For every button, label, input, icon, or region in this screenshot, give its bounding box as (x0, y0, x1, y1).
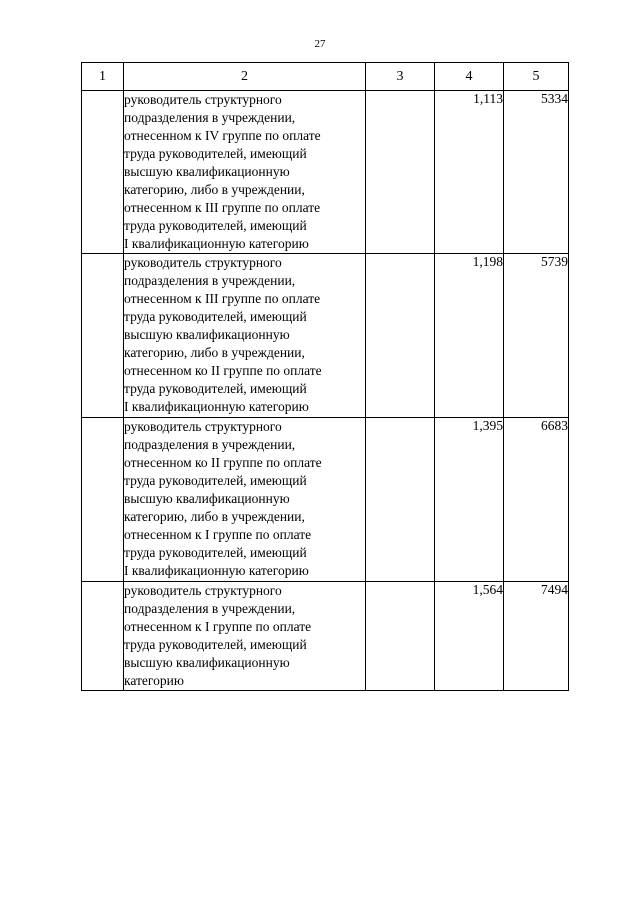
salary-cell: 7494 (504, 582, 569, 691)
description-line: высшую квалификационную (124, 164, 290, 179)
description-line: отнесенном ко II группе по оплате (124, 455, 322, 470)
description-line: руководитель структурного (124, 255, 282, 270)
table-header-row (82, 63, 569, 91)
salary-table (81, 62, 569, 691)
header-col-3: 3 (366, 63, 435, 91)
description-line: категорию, либо в учреждении, (124, 345, 305, 360)
description-line: труда руководителей, имеющий (124, 218, 307, 233)
salary-cell: 5334 (504, 91, 569, 254)
description-line: высшую квалификационную (124, 655, 290, 670)
header-col-4: 4 (435, 63, 504, 91)
position-description (124, 254, 366, 418)
header-col-5: 5 (504, 63, 569, 91)
coefficient-cell: 1,113 (435, 91, 504, 254)
description-line: отнесенном к I группе по оплате (124, 619, 312, 634)
description-line: высшую квалификационную (124, 327, 290, 342)
empty-cell (366, 582, 435, 691)
position-description (124, 418, 366, 582)
salary-cell: 5739 (504, 254, 569, 418)
description-line: отнесенном к III группе по оплате (124, 200, 321, 215)
empty-cell (366, 254, 435, 418)
description-line: отнесенном к I группе по оплате (124, 527, 312, 542)
description-line: отнесенном к IV группе по оплате (124, 128, 321, 143)
description-line: труда руководителей, имеющий (124, 309, 307, 324)
salary-cell: 6683 (504, 418, 569, 582)
position-description (124, 91, 366, 254)
description-line: труда руководителей, имеющий (124, 637, 307, 652)
description-line: подразделения в учреждении, (124, 437, 296, 452)
row-number-cell (82, 254, 124, 418)
description-line: труда руководителей, имеющий (124, 381, 307, 396)
description-line: труда руководителей, имеющий (124, 473, 307, 488)
description-line: подразделения в учреждении, (124, 601, 296, 616)
description-line: руководитель структурного (124, 419, 282, 434)
table-row (82, 582, 569, 691)
table-row (82, 91, 569, 254)
description-line: I квалификационную категорию (124, 563, 309, 578)
position-description (124, 582, 366, 691)
header-col-2: 2 (124, 63, 366, 91)
coefficient-cell: 1,198 (435, 254, 504, 418)
description-line: отнесенном к III группе по оплате (124, 291, 321, 306)
row-number-cell (82, 418, 124, 582)
description-line: труда руководителей, имеющий (124, 146, 307, 161)
row-number-cell (82, 582, 124, 691)
empty-cell (366, 91, 435, 254)
description-line: I квалификационную категорию (124, 236, 309, 251)
description-line: высшую квалификационную (124, 491, 290, 506)
description-line: подразделения в учреждении, (124, 110, 296, 125)
row-number-cell (82, 91, 124, 254)
description-line: категорию, либо в учреждении, (124, 509, 305, 524)
table-row (82, 418, 569, 582)
empty-cell (366, 418, 435, 582)
table-row (82, 254, 569, 418)
page-number: 27 (314, 38, 326, 50)
coefficient-cell: 1,564 (435, 582, 504, 691)
description-line: труда руководителей, имеющий (124, 545, 307, 560)
description-line: I квалификационную категорию (124, 399, 309, 414)
description-line: руководитель структурного (124, 583, 282, 598)
description-line: отнесенном ко II группе по оплате (124, 363, 322, 378)
description-line: категорию, либо в учреждении, (124, 182, 305, 197)
description-line: руководитель структурного (124, 92, 282, 107)
header-col-1: 1 (82, 63, 124, 91)
description-line: подразделения в учреждении, (124, 273, 296, 288)
description-line: категорию (124, 673, 184, 688)
coefficient-cell: 1,395 (435, 418, 504, 582)
